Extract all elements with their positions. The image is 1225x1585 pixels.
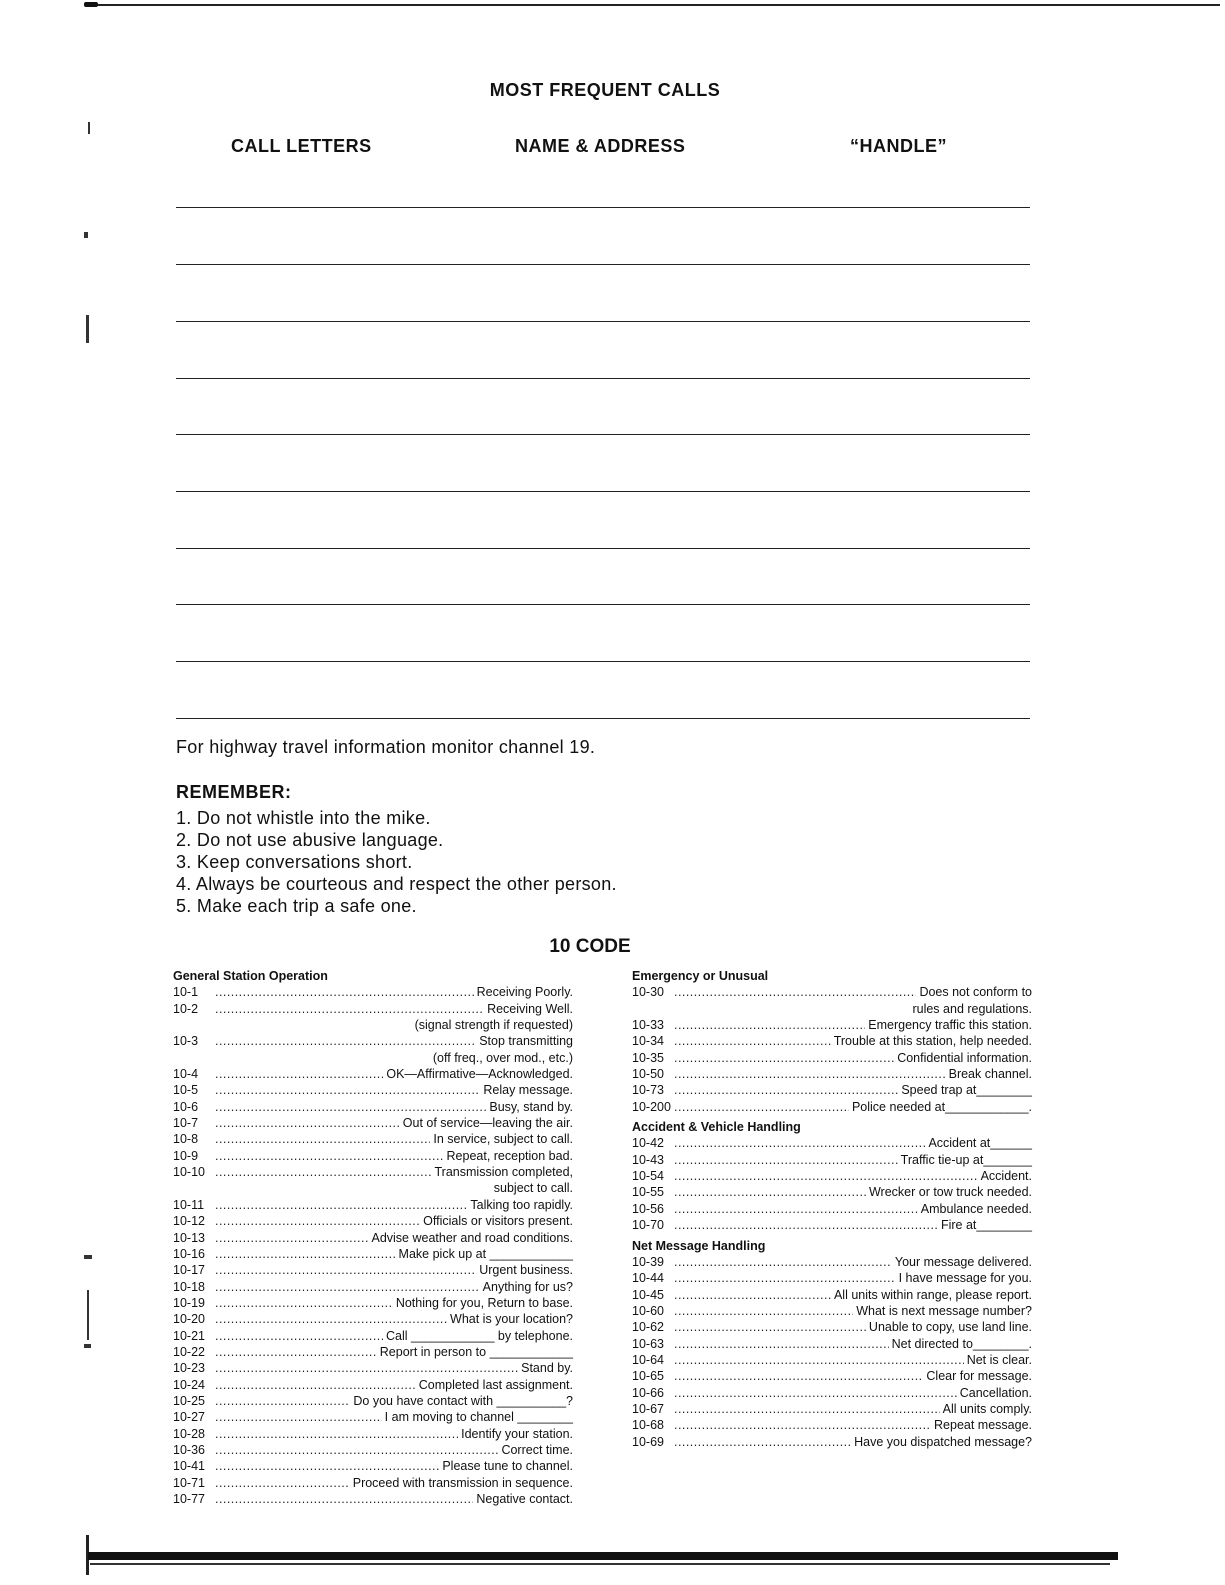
dot-leader (674, 1099, 849, 1115)
code-number: 10-69 (632, 1434, 664, 1449)
entry-line[interactable] (176, 321, 1030, 322)
column-header-call-letters: CALL LETTERS (231, 136, 372, 156)
code-description: What is next message number? (856, 1303, 1032, 1318)
code-number: 10-24 (173, 1377, 205, 1392)
code-number: 10-42 (632, 1136, 664, 1151)
code-row (632, 1352, 1032, 1368)
dot-leader (215, 1344, 377, 1360)
code-description: What is your location? (450, 1312, 573, 1327)
margin-mark (87, 1290, 89, 1340)
margin-mark (84, 1344, 91, 1348)
code-row (173, 1377, 573, 1393)
code-row (632, 1336, 1032, 1352)
code-description: Unable to copy, use land line. (868, 1320, 1032, 1335)
code-description: Wrecker or tow truck needed. (868, 1185, 1032, 1200)
code-number: 10-77 (173, 1492, 205, 1506)
dot-leader (674, 1319, 866, 1335)
dot-leader (215, 1230, 368, 1246)
code-description: Clear for message. (926, 1369, 1032, 1384)
code-row (173, 1246, 573, 1262)
code-description: Traffic tie-up at_______ (900, 1152, 1032, 1167)
code-list-net (632, 1254, 1032, 1450)
margin-mark (84, 232, 88, 238)
code-number: 10-73 (632, 1083, 664, 1098)
code-description: Proceed with transmission in sequence. (352, 1475, 573, 1490)
code-row (632, 1303, 1032, 1319)
code-description: Police needed at____________. (851, 1099, 1032, 1114)
dot-leader (215, 1311, 447, 1327)
column-header-name-address: NAME & ADDRESS (515, 136, 686, 156)
code-description: Identify your station. (461, 1426, 573, 1441)
code-number: 10-9 (173, 1148, 199, 1163)
dot-leader (674, 1352, 964, 1368)
code-description: Emergency traffic this station. (868, 1018, 1032, 1033)
code-number: 10-70 (632, 1218, 664, 1233)
code-description: Stop transmitting (479, 1034, 573, 1049)
code-description: Negative contact. (476, 1492, 573, 1506)
code-description: Your message delivered. (894, 1254, 1032, 1269)
top-border-line (88, 4, 1220, 6)
dot-leader (215, 1458, 439, 1474)
entry-line[interactable] (176, 378, 1030, 379)
code-row (632, 1254, 1032, 1270)
dot-leader (215, 1442, 498, 1458)
code-row (173, 984, 573, 1000)
dot-leader (215, 1426, 458, 1442)
dot-leader (215, 1066, 383, 1082)
list-item: 2. Do not use abusive language. (176, 830, 444, 850)
dot-leader (215, 1491, 473, 1507)
entry-line[interactable] (176, 718, 1030, 719)
dot-leader (674, 1254, 892, 1270)
code-number: 10-45 (632, 1287, 664, 1302)
code-row (173, 1409, 573, 1425)
margin-mark (84, 1255, 92, 1259)
code-row (632, 1287, 1032, 1303)
code-description: Anything for us? (482, 1279, 573, 1294)
code-number: 10-22 (173, 1344, 205, 1359)
code-description: Busy, stand by. (489, 1099, 573, 1114)
code-description: Repeat, reception bad. (446, 1148, 573, 1163)
highway-info-text: For highway travel information monitor channel 19. (176, 737, 596, 757)
dot-leader (674, 1050, 894, 1066)
dot-leader (215, 1033, 476, 1049)
remember-heading: REMEMBER: (176, 782, 292, 802)
dot-leader (215, 1409, 382, 1425)
code-number: 10-66 (632, 1385, 664, 1400)
code-number: 10-20 (173, 1312, 205, 1327)
code-description-continued: rules and regulations. (912, 1001, 1032, 1016)
code-description-continued: (off freq., over mod., etc.) (432, 1050, 573, 1065)
column-header-handle: “HANDLE” (850, 136, 947, 156)
dot-leader (674, 1168, 978, 1184)
dot-leader (674, 1184, 866, 1200)
code-number: 10-65 (632, 1369, 664, 1384)
code-description: Call ____________ by telephone. (386, 1328, 573, 1343)
code-description: Relay message. (483, 1083, 573, 1098)
dot-leader (215, 1001, 484, 1017)
dot-leader (674, 1201, 918, 1217)
code-row (632, 1385, 1032, 1401)
code-description-continued: (signal strength if requested) (414, 1018, 573, 1033)
dot-leader (215, 1328, 383, 1344)
code-number: 10-5 (173, 1083, 199, 1098)
code-row (173, 1033, 573, 1049)
code-number: 10-7 (173, 1116, 199, 1131)
code-row (173, 1279, 573, 1295)
dot-leader (215, 1475, 350, 1491)
dot-leader (215, 1246, 396, 1262)
entry-line[interactable] (176, 207, 1030, 208)
code-row (632, 1184, 1032, 1200)
section-heading: Accident & Vehicle Handling (632, 1120, 801, 1135)
code-list-general (173, 984, 573, 1507)
code-description: Net directed to________. (891, 1336, 1032, 1351)
code-row (173, 1426, 573, 1442)
code-description: Ambulance needed. (920, 1201, 1032, 1216)
code-number: 10-64 (632, 1352, 664, 1367)
code-row (173, 1393, 573, 1409)
code-description: Repeat message. (934, 1418, 1032, 1433)
code-row (632, 1066, 1032, 1082)
dot-leader (674, 1368, 923, 1384)
code-row (173, 1442, 573, 1458)
code-number: 10-41 (173, 1459, 205, 1474)
dot-leader (215, 1197, 467, 1213)
code-number: 10-36 (173, 1442, 205, 1457)
code-description: Urgent business. (479, 1263, 573, 1278)
dot-leader (674, 1017, 865, 1033)
code-row (632, 1417, 1032, 1433)
code-row (632, 1099, 1032, 1115)
ten-code-column-right (632, 968, 1032, 1450)
dot-leader (215, 1213, 420, 1229)
bottom-border-line (90, 1563, 1110, 1565)
section-heading: Emergency or Unusual (632, 969, 769, 983)
dot-leader (215, 1115, 400, 1131)
code-description: OK—Affirmative—Acknowledged. (386, 1067, 573, 1082)
code-row (632, 1082, 1032, 1098)
code-number: 10-27 (173, 1410, 205, 1425)
code-row (632, 1168, 1032, 1184)
code-row (173, 1491, 573, 1507)
dot-leader (674, 1417, 931, 1433)
code-row (173, 1230, 573, 1246)
code-list-accident (632, 1135, 1032, 1233)
entry-line[interactable] (176, 264, 1030, 265)
code-description: Nothing for you, Return to base. (395, 1295, 573, 1310)
list-item: 3. Keep conversations short. (176, 852, 413, 872)
dot-leader (674, 1336, 889, 1352)
entry-line[interactable] (176, 661, 1030, 662)
ten-code-column-left (173, 968, 573, 1507)
margin-mark (86, 315, 89, 343)
code-number: 10-10 (173, 1165, 205, 1180)
code-description: Accident at______ (928, 1136, 1032, 1151)
dot-leader (674, 1066, 946, 1082)
code-row (173, 1164, 573, 1180)
dot-leader (215, 1099, 486, 1115)
dot-leader (674, 1385, 957, 1401)
code-description: Officials or visitors present. (423, 1214, 573, 1229)
code-description: Talking too rapidly. (470, 1197, 573, 1212)
dot-leader (215, 1131, 430, 1147)
code-number: 10-11 (173, 1197, 205, 1212)
code-row (173, 1311, 573, 1327)
code-row (173, 1295, 573, 1311)
dot-leader (674, 1303, 853, 1319)
code-description: Out of service—leaving the air. (402, 1116, 573, 1131)
code-description: Fire at________ (940, 1218, 1032, 1233)
code-row (173, 1360, 573, 1376)
code-description: Confidential information. (897, 1050, 1032, 1065)
code-number: 10-39 (632, 1254, 664, 1269)
code-number: 10-67 (632, 1401, 664, 1416)
code-row (173, 1197, 573, 1213)
code-description: All units within range, please report. (833, 1287, 1032, 1302)
dot-leader (215, 1279, 480, 1295)
dot-leader (674, 984, 916, 1000)
code-description-continued: subject to call. (493, 1181, 573, 1196)
code-row (173, 1328, 573, 1344)
code-description: I am moving to channel ________ (384, 1410, 573, 1425)
dot-leader (215, 1360, 518, 1376)
dot-leader (215, 1295, 393, 1311)
code-row (173, 1099, 573, 1115)
code-description: Receiving Well. (487, 1001, 573, 1016)
entry-line[interactable] (176, 604, 1030, 605)
code-description: All units comply. (942, 1401, 1032, 1416)
code-description: Make pick up at ____________ (398, 1246, 573, 1261)
code-row (173, 1066, 573, 1082)
code-number: 10-6 (173, 1099, 199, 1114)
code-number: 10-33 (632, 1018, 664, 1033)
code-number: 10-62 (632, 1320, 664, 1335)
code-number: 10-8 (173, 1132, 199, 1147)
ten-code-title: 10 CODE (549, 936, 631, 957)
dot-leader (215, 1262, 476, 1278)
dot-leader (215, 1148, 444, 1164)
code-number: 10-63 (632, 1336, 664, 1351)
code-number: 10-19 (173, 1295, 205, 1310)
dot-leader (215, 1164, 432, 1180)
code-number: 10-50 (632, 1067, 664, 1082)
page-title: MOST FREQUENT CALLS (489, 80, 721, 100)
code-row (173, 1458, 573, 1474)
code-row (632, 1152, 1032, 1168)
code-number: 10-17 (173, 1263, 205, 1278)
dot-leader (215, 1082, 480, 1098)
entry-line[interactable] (176, 434, 1030, 435)
code-number: 10-55 (632, 1185, 664, 1200)
code-number: 10-43 (632, 1152, 664, 1167)
entry-line[interactable] (176, 491, 1030, 492)
code-number: 10-35 (632, 1050, 664, 1065)
code-row (632, 1017, 1032, 1033)
code-row (173, 1344, 573, 1360)
code-number: 10-44 (632, 1271, 664, 1286)
code-description: Completed last assignment. (418, 1377, 573, 1392)
code-number: 10-60 (632, 1303, 664, 1318)
code-row (632, 1434, 1032, 1450)
code-description: Do you have contact with __________? (353, 1393, 573, 1408)
code-description: Transmission completed, (434, 1165, 573, 1180)
code-description: In service, subject to call. (433, 1132, 573, 1147)
dot-leader (674, 1287, 831, 1303)
code-number: 10-4 (173, 1067, 199, 1082)
dot-leader (674, 1082, 898, 1098)
code-row (632, 1270, 1032, 1286)
dot-leader (674, 1033, 831, 1049)
entry-line[interactable] (176, 548, 1030, 549)
dot-leader (215, 1377, 416, 1393)
code-row (632, 1033, 1032, 1049)
code-description: Trouble at this station, help needed. (833, 1034, 1032, 1049)
code-description: Does not conform to (919, 985, 1032, 1000)
code-row (173, 1475, 573, 1491)
code-row (632, 1135, 1032, 1151)
code-description: Net is clear. (966, 1352, 1032, 1367)
code-number: 10-28 (173, 1426, 205, 1441)
code-number: 10-18 (173, 1279, 205, 1294)
code-row (632, 1368, 1032, 1384)
code-number: 10-68 (632, 1418, 664, 1433)
code-description: I have message for you. (898, 1271, 1032, 1286)
code-description: Stand by. (521, 1361, 573, 1376)
section-heading: General Station Operation (173, 969, 328, 983)
bottom-border-bar (88, 1552, 1118, 1560)
code-row (632, 1201, 1032, 1217)
code-number: 10-13 (173, 1230, 205, 1245)
code-description: Receiving Poorly. (476, 985, 573, 1000)
code-description: Correct time. (501, 1442, 573, 1457)
code-description: Cancellation. (959, 1385, 1032, 1400)
code-row (173, 1001, 573, 1017)
code-number: 10-2 (173, 1001, 199, 1016)
code-row (632, 1319, 1032, 1335)
list-item: 1. Do not whistle into the mike. (176, 808, 431, 828)
code-number: 10-3 (173, 1034, 199, 1049)
code-number: 10-71 (173, 1475, 205, 1490)
dot-leader (674, 1217, 938, 1233)
code-description: Report in person to ____________ (379, 1344, 573, 1359)
dot-leader (674, 1434, 851, 1450)
code-row (632, 1050, 1032, 1066)
code-row (173, 1115, 573, 1131)
code-row (632, 984, 1032, 1000)
code-number: 10-56 (632, 1201, 664, 1216)
section-heading: Net Message Handling (632, 1238, 766, 1253)
list-item: 5. Make each trip a safe one. (176, 896, 417, 916)
code-number: 10-30 (632, 985, 664, 1000)
code-number: 10-54 (632, 1169, 664, 1184)
code-description: Advise weather and road conditions. (371, 1230, 573, 1245)
code-list-emergency (632, 984, 1032, 1115)
dot-leader (674, 1152, 898, 1168)
code-row (173, 1131, 573, 1147)
code-row (173, 1082, 573, 1098)
code-description: Please tune to channel. (442, 1459, 573, 1474)
code-number: 10-200 (632, 1099, 671, 1114)
code-description: Accident. (980, 1169, 1032, 1184)
list-item: 4. Always be courteous and respect the other person. (176, 874, 617, 894)
code-row (632, 1217, 1032, 1233)
code-row (173, 1148, 573, 1164)
code-number: 10-34 (632, 1034, 664, 1049)
code-row (173, 1213, 573, 1229)
code-number: 10-1 (173, 985, 199, 1000)
code-number: 10-23 (173, 1361, 205, 1376)
remember-list (176, 807, 617, 917)
margin-mark (88, 122, 90, 134)
code-description: Speed trap at________ (901, 1083, 1032, 1098)
code-number: 10-21 (173, 1328, 205, 1343)
dot-leader (674, 1135, 925, 1151)
dot-leader (215, 1393, 350, 1409)
code-row (173, 1262, 573, 1278)
code-number: 10-16 (173, 1246, 205, 1261)
code-description: Break channel. (948, 1067, 1032, 1082)
code-number: 10-12 (173, 1214, 205, 1229)
code-description: Have you dispatched message? (854, 1434, 1032, 1449)
dot-leader (674, 1270, 896, 1286)
code-number: 10-25 (173, 1393, 205, 1408)
dot-leader (674, 1401, 940, 1417)
dot-leader (215, 984, 474, 1000)
top-border-mark (84, 2, 98, 7)
code-row (632, 1401, 1032, 1417)
